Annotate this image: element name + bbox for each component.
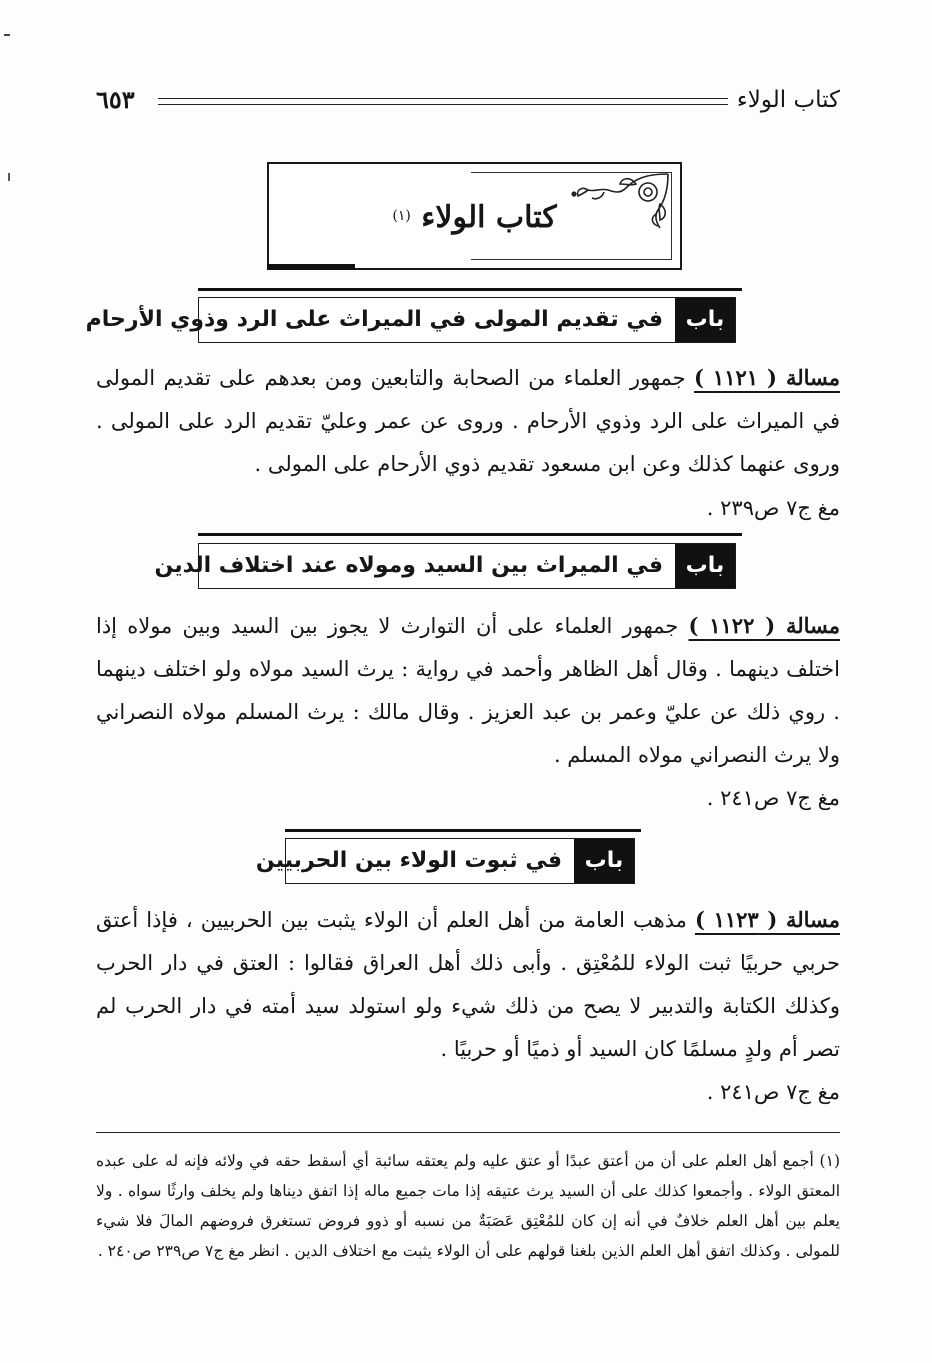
issue-label: مسالة ( ١١٢٣ ) <box>694 907 840 932</box>
scan-artifact <box>8 173 10 181</box>
chapter-shadow-rule <box>198 533 742 536</box>
page-number: ٦٥٣ <box>96 85 135 114</box>
chapter-shadow-rule <box>198 288 742 291</box>
book-title-text: كتاب الولاء <box>421 200 557 235</box>
chapter-heading-3 <box>255 838 635 884</box>
footnote: (١) أجمع أهل العلم على أن من أعتق عبدًا أو عتق عليه ولم يعتقه سائبة أي أسقط حقه في ولائه فإنه له على عبده المعتق الولاء . وأجمعوا كذلك على أن السيد يرث عتيقه إذا مات جميع ماله إذا اتفق ديناها ولم يخلف وارثًا سواه . ولا يعلم بين أهل العلم خلافٌ في أنه إن كان للمُعْتِق عَصَبَةٌ من نسبه أو ذوو فروض تستغرق فروضهم المالَ فلا شيء للمولى . وكذلك اتفق أهل العلم الذين بلغنا قولهم على أن الولاء يثبت مع اختلاف الدين . انظر مغ ج٧ ص٢٣٩ ص٢٤٠ . <box>96 1152 840 1260</box>
chapter-label: باب <box>675 544 735 588</box>
issue-label: مسالة ( ١١٢٢ ) <box>688 613 841 638</box>
issue-paragraph-2 <box>96 604 840 777</box>
issue-text: جمهور العلماء من الصحابة والتابعين ومن بعدهم على تقديم المولى في الميراث على الرد وذوي الأرحام . وروى عن عمر وعليّ تقديم الرد على المولى . وروى عنهما كذلك وعن ابن مسعود تقديم ذوي الأرحام على المولى . <box>96 366 840 476</box>
chapter-title: في الميراث بين السيد ومولاه عند اختلاف الدين <box>154 553 663 578</box>
footnote-rule <box>96 1132 840 1133</box>
running-title: كتاب الولاء <box>736 87 840 113</box>
chapter-heading-1 <box>85 297 736 343</box>
chapter-title: في ثبوت الولاء بين الحربيين <box>255 848 562 873</box>
source-reference: مغ ج٧ ص٢٤١ . <box>706 786 840 810</box>
chapter-shadow-rule <box>285 829 641 832</box>
source-reference: مغ ج٧ ص٢٣٩ . <box>706 496 840 520</box>
issue-text: مذهب العامة من أهل العلم أن الولاء يثبت بين الحربيين ، فإذا أعتق حربي حربيًا ثبت الولاء للمُعْتِق . وأبى ذلك أهل العراق فقالوا : العتق في دار الحرب وكذلك الكتابة والتدبير لا يصح من ذلك شيء ولو استولد سيد أمته في دار الحرب لم تصر أم ولدٍ مسلمًا كان السيد أو ذميًا أو حربيًا . <box>96 908 840 1061</box>
issue-paragraph-1 <box>96 356 840 486</box>
chapter-heading-2 <box>154 543 736 589</box>
source-reference: مغ ج٧ ص٢٤١ . <box>706 1080 840 1104</box>
book-title <box>269 198 680 238</box>
book-title-frame <box>267 162 682 270</box>
issue-label: مسالة ( ١١٢١ ) <box>694 365 840 390</box>
chapter-title: في تقديم المولى في الميراث على الرد وذوي الأرحام <box>85 307 663 332</box>
header-rule <box>158 98 728 105</box>
issue-text: جمهور العلماء على أن التوارث لا يجوز بين السيد وبين مولاه إذا اختلف دينهما . وقال أهل الظاهر وأحمد في رواية : يرث السيد مولاه ولو اختلف دينهما . روي ذلك عن عليّ وعمر بن عبد العزيز . وقال مالك : يرث المسلم مولاه النصراني ولا يرث النصراني مولاه المسلم . <box>96 614 840 767</box>
frame-shadow-bar <box>267 264 355 270</box>
footnote-marker[interactable]: (١) <box>392 208 411 224</box>
issue-paragraph-3 <box>96 898 840 1071</box>
scan-artifact <box>4 34 10 36</box>
chapter-label: باب <box>574 839 634 883</box>
page-header <box>96 82 840 118</box>
chapter-label: باب <box>675 298 735 342</box>
